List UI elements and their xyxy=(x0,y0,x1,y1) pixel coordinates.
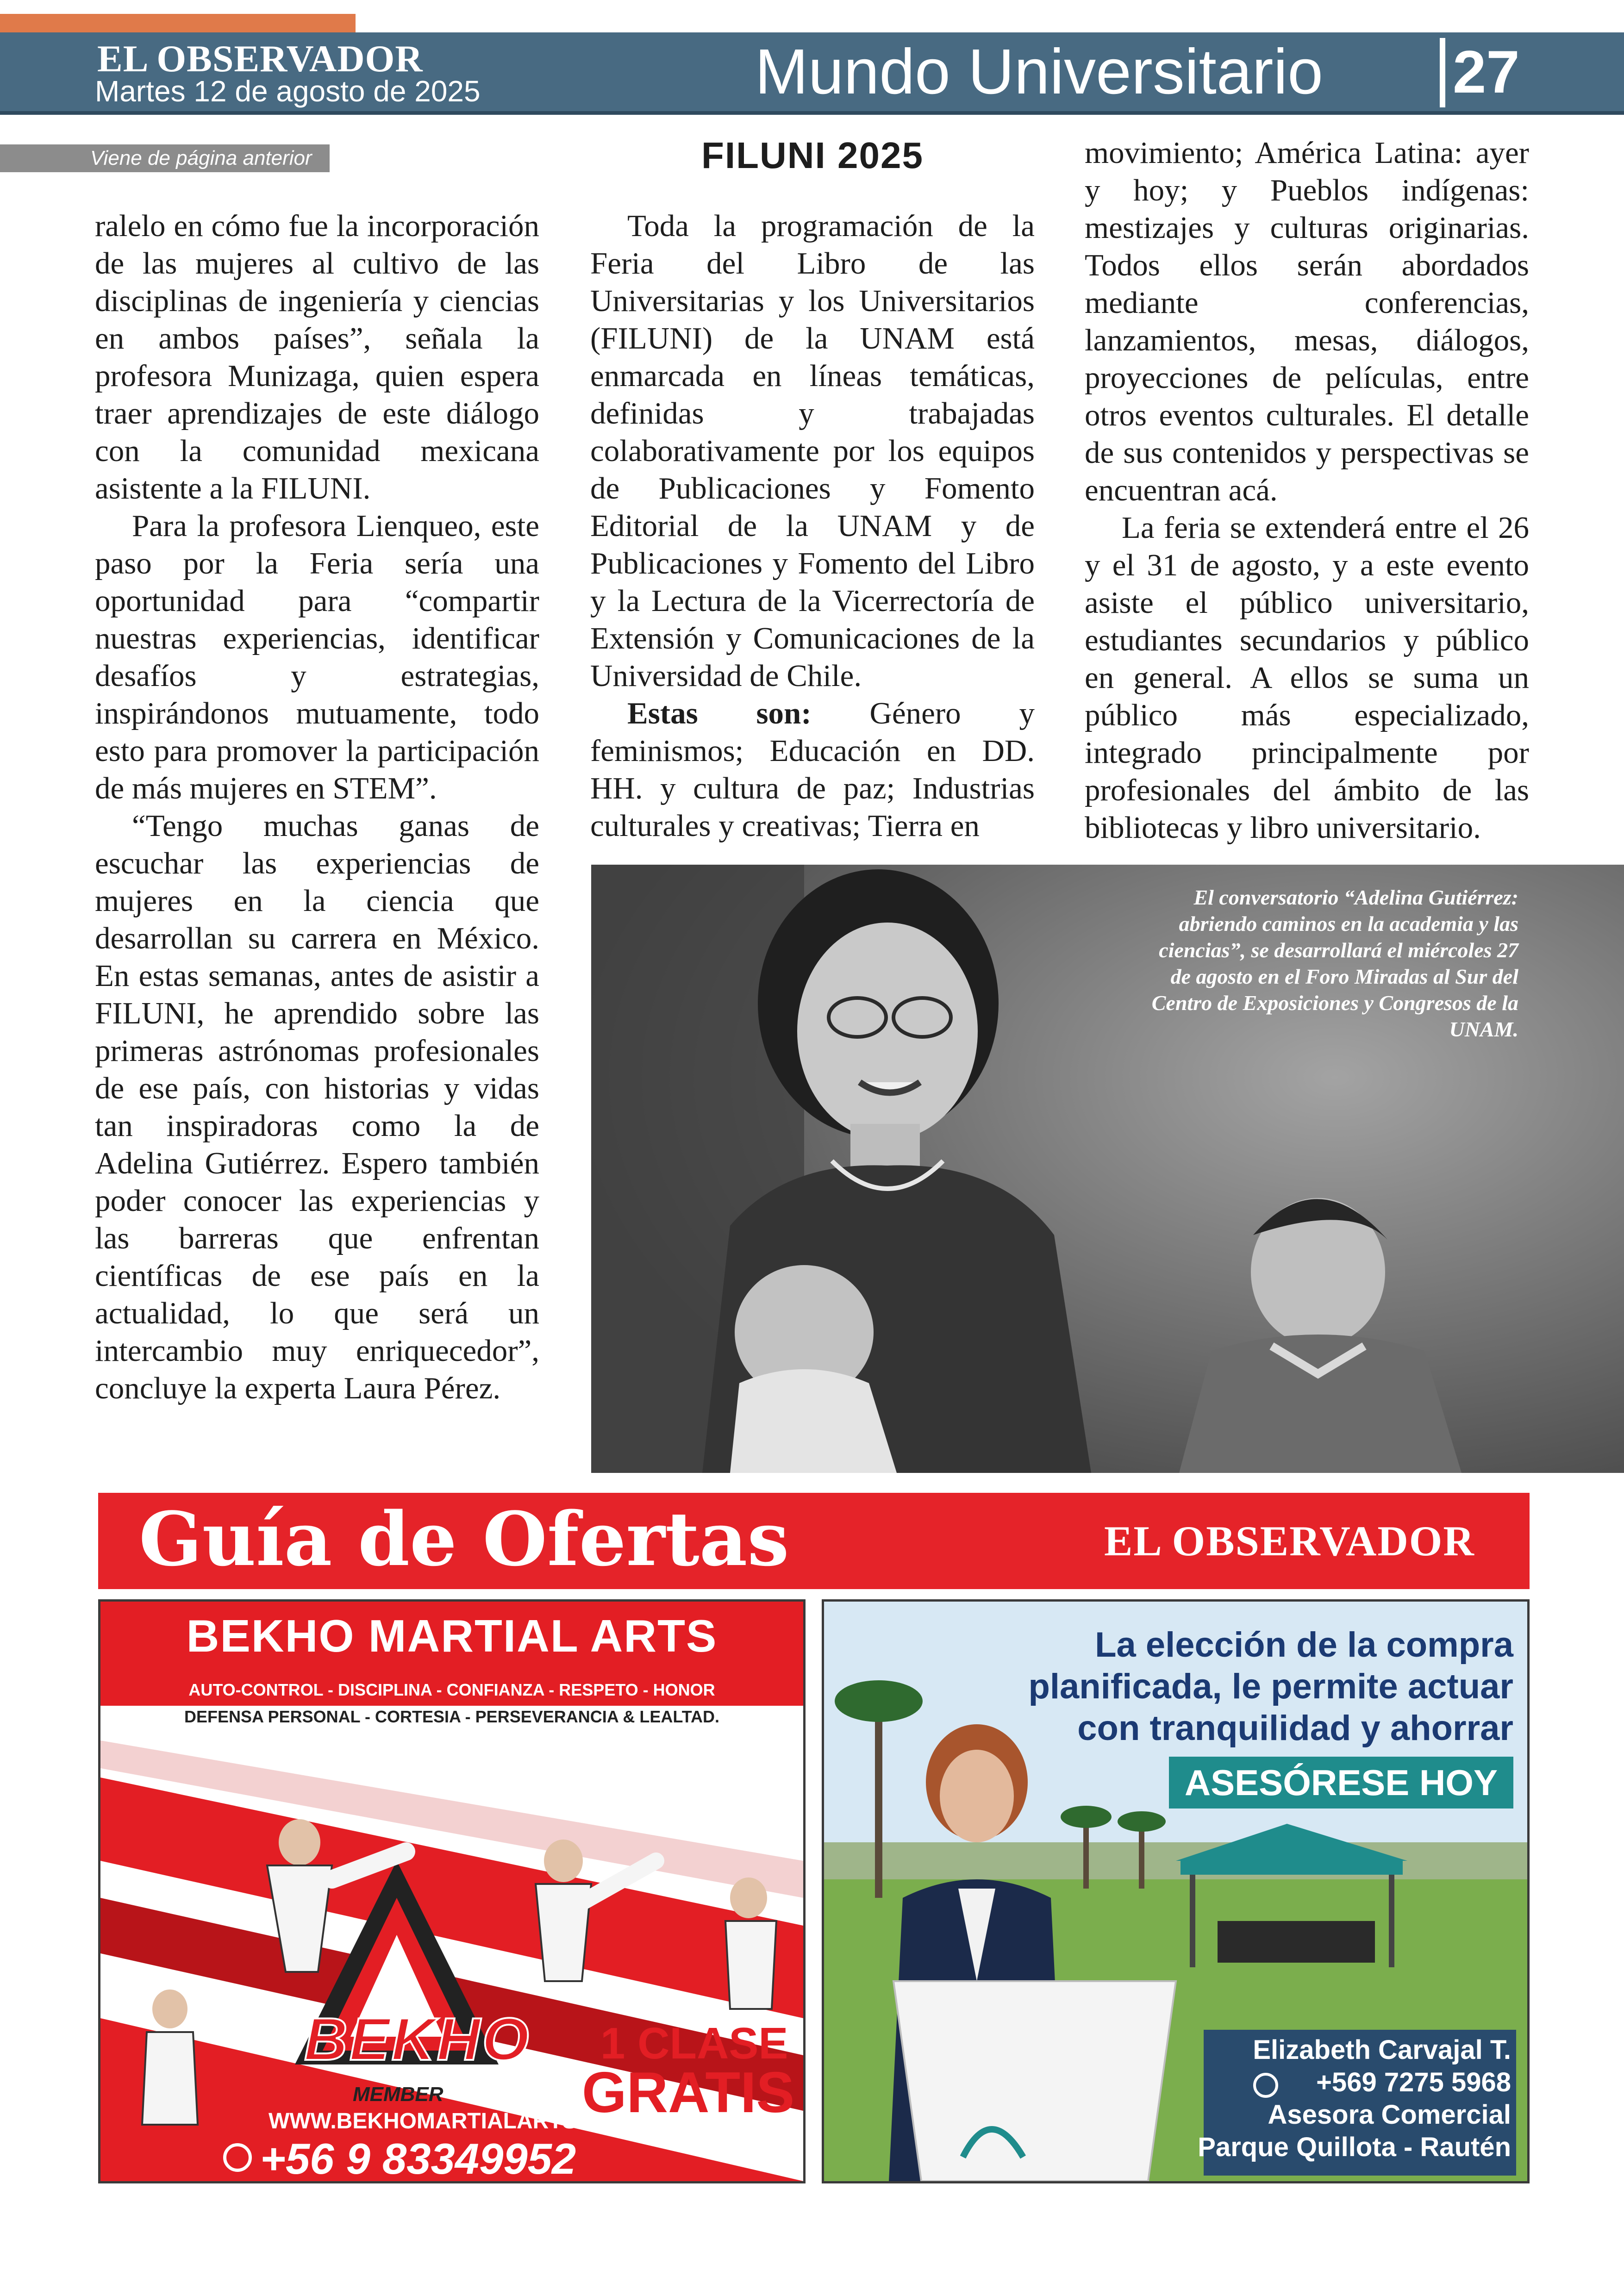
ad-bekho-offer-2: GRATIS xyxy=(582,2061,795,2125)
text-column-1 xyxy=(95,207,539,1407)
paragraph: La feria se extenderá entre el 26 y el 31 de agosto, y a este evento asiste el público universitario, estudiantes secundarios y público en general. A ellos se suma un público más especializado, integrado principalmente por profesionales del ámbito de las bibliotecas y libro universitario. xyxy=(1085,511,1529,845)
photo-caption: El conversatorio “Adelina Gutiérrez: abriendo caminos en la academia y las ciencias”, se desarrollará el miércoles 27 de agosto en el Foro Miradas al Sur del Centro de Exposiciones y Congresos de la UNAM. xyxy=(1151,886,1518,1041)
ad-bekho-title: BEKHO MARTIAL ARTS xyxy=(186,1610,718,1661)
page-number: 27 xyxy=(1453,38,1520,106)
ad-bekho-website[interactable]: WWW.BEKHOMARTIALARTS.COM xyxy=(269,2109,635,2133)
paragraph xyxy=(590,695,1035,845)
header-accent-strip xyxy=(0,14,356,32)
ad-bekho-logo: BEKHO xyxy=(304,2005,531,2073)
paragraph: Toda la programación de la Feria del Libro de las Universitarias y los Universitarios (FILUNI) de la UNAM está enmarcada en líneas temáticas, definidas y trabajadas colaborativamente por los equipos de Publicaciones y Fomento Editorial de la UNAM y de Publicaciones y Fomento del Libro y la Lectura de la Vicerrectoría de Extensión y Comunicaciones de la Universidad de Chile. xyxy=(590,209,1035,693)
text-column-2 xyxy=(590,207,1035,845)
paragraph: “Tengo muchas ganas de escuchar las experiencias de mujeres en la ciencia que desarrollan su carrera en México. En estas semanas, antes de asistir a FILUNI, he aprendido sobre las primeras astrónomas profesionales de ese país, con historias y vidas tan inspiradoras como la de Adelina Gutiérrez. Espero también poder conocer las experiencias y las barreras que enfrentan científicas de ese país en la actualidad, lo que será un intercambio muy enriquecedor”, concluye la experta Laura Pérez. xyxy=(95,809,539,1405)
paragraph: movimiento; América Latina: ayer y hoy; y Pueblos indígenas: mestizajes y culturas originarias. Todos ellos serán abordados mediante conferencias, lanzamientos, mesas, diálogos, proyecciones de películas, entre otros eventos culturales. El detalle de sus contenidos y perspectivas se encuentran acá. xyxy=(1085,136,1529,507)
lead-in: Estas son: xyxy=(627,696,812,730)
ad-camp-name: Elizabeth Carvajal T. xyxy=(1253,2035,1511,2065)
ad-bekho-member: MEMBER xyxy=(353,2083,443,2106)
whatsapp-icon xyxy=(1253,2073,1278,2098)
offers-guide-title: Guía de Ofertas xyxy=(139,1496,789,1583)
ad-parque-quillota[interactable] xyxy=(822,1599,1530,2183)
text-column-3 xyxy=(1085,134,1529,847)
offers-guide-brand: EL OBSERVADOR xyxy=(1104,1517,1475,1565)
ad-bekho-values-1: AUTO-CONTROL - DISCIPLINA - CONFIANZA - RESPETO - HONOR xyxy=(188,1680,715,1699)
ad-camp-headline-1: La elección de la compra xyxy=(1095,1625,1513,1665)
ad-bekho-offer-1: 1 CLASE xyxy=(600,2019,788,2068)
newspaper-name: EL OBSERVADOR xyxy=(97,37,423,80)
section-title: Mundo Universitario xyxy=(755,36,1323,107)
paragraph: Para la profesora Lienqueo, este paso por la Feria sería una oportunidad para “compartir nuestras experiencias, identificar desafíos y estrategias, inspirándonos mutuamente, todo esto para promover la participación de más mujeres en STEM”. xyxy=(95,509,539,805)
article-heading: FILUNI 2025 xyxy=(701,135,924,176)
continued-label: Viene de página anterior xyxy=(0,144,330,172)
ad-camp-phone[interactable]: +569 7275 5968 xyxy=(1316,2067,1511,2097)
ad-camp-role: Asesora Comercial xyxy=(1268,2100,1511,2130)
ad-camp-headline-3: con tranquilidad y ahorrar xyxy=(1077,1709,1513,1748)
ad-bekho-values-2: DEFENSA PERSONAL - CORTESIA - PERSEVERANCIA & LEALTAD. xyxy=(100,1706,803,1728)
paragraph-text: Género y feminismos; Educación en DD. HH. y cultura de paz; Industrias culturales y creativas; Tierra en xyxy=(590,696,1035,843)
ad-camp-headline-2: planificada, le permite actuar xyxy=(1028,1667,1513,1706)
issue-date: Martes 12 de agosto de 2025 xyxy=(95,75,481,108)
ad-camp-cta[interactable]: ASESÓRESE HOY xyxy=(1169,1757,1513,1809)
ad-camp-place: Parque Quillota - Rautén xyxy=(1198,2132,1511,2162)
header-bottom-rule xyxy=(0,111,1624,115)
ad-bekho-phone[interactable]: +56 9 83349952 xyxy=(260,2134,576,2183)
header-divider xyxy=(1440,38,1445,107)
paragraph: ralelo en cómo fue la incorporación de las mujeres al cultivo de las disciplinas de ingeniería y ciencias en ambos países”, señala la profesora Munizaga, quien espera traer aprendizajes de este diálogo con la comunidad mexicana asistente a la FILUNI. xyxy=(95,209,539,505)
whatsapp-icon xyxy=(223,2143,252,2172)
ad-bekho-martial-arts[interactable] xyxy=(98,1599,806,2183)
